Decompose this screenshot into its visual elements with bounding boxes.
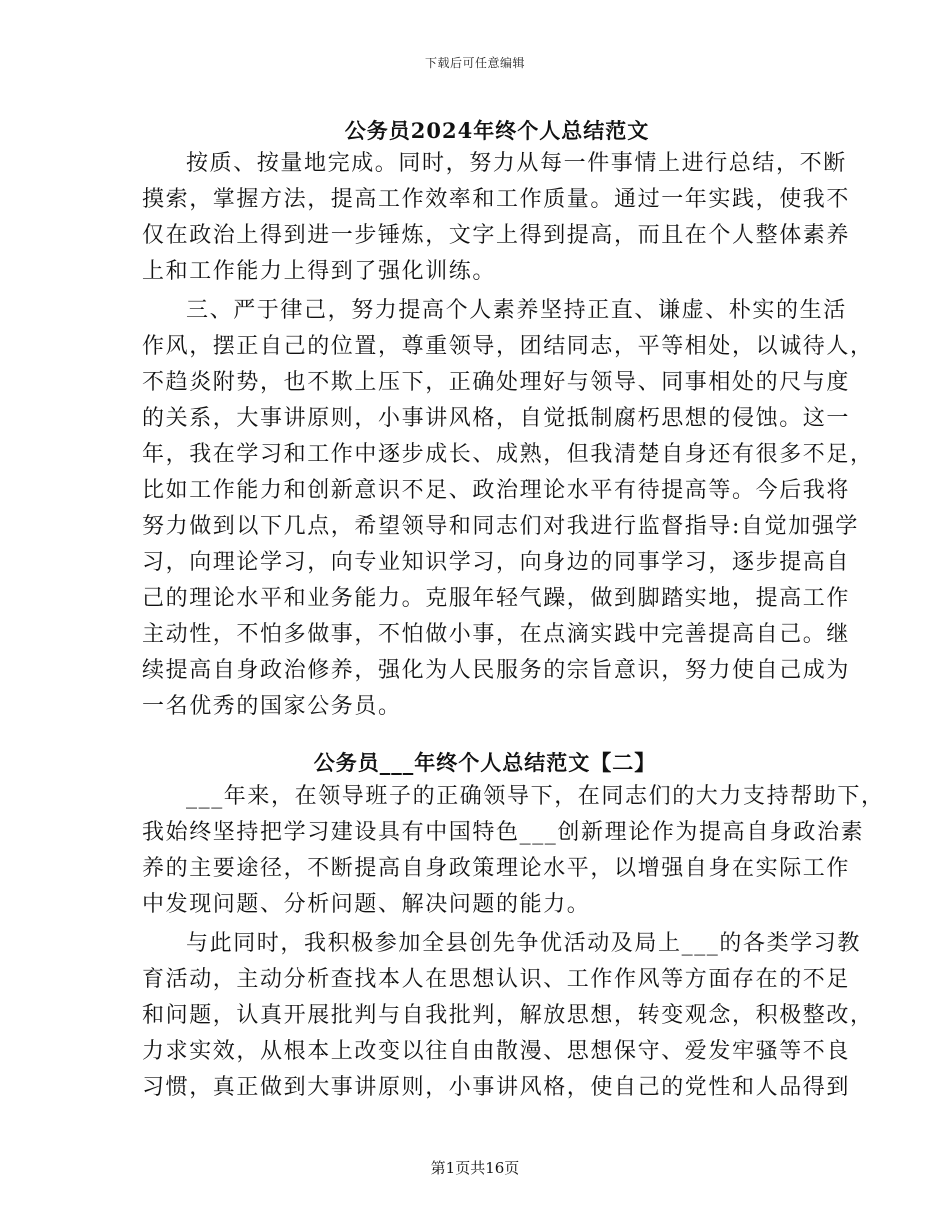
body-line: 上和工作能力上得到了强化训练。 — [142, 259, 497, 284]
body-line: 作风，摆正自己的位置，尊重领导，团结同志，平等相处，以诚待人， — [142, 334, 874, 359]
section-title: 公务员___年终个人总结范文【二】 — [313, 750, 657, 775]
body-line: 比如工作能力和创新意识不足、政治理论水平有待提高等。今后我将 — [142, 478, 851, 503]
body-line: 一名优秀的国家公务员。 — [142, 694, 402, 719]
document-title: 公务员2024年终个人总结范文 — [344, 118, 650, 143]
body-line: 的关系，大事讲原则，小事讲风格，自觉抵制腐朽思想的侵蚀。这一 — [142, 406, 851, 431]
body-line: 努力做到以下几点，希望领导和同志们对我进行监督指导:自觉加强学 — [142, 514, 860, 539]
body-line: 和问题，认真开展批判与自我批判，解放思想，转变观念，积极整改， — [142, 1003, 874, 1028]
body-line: 不趋炎附势，也不欺上压下，正确处理好与领导、同事相处的尺与度 — [142, 370, 851, 395]
body-line: 养的主要途径，不断提高自身政策理论水平，以增强自身在实际工作 — [142, 856, 851, 881]
body-line: 摸索，掌握方法，提高工作效率和工作质量。通过一年实践，使我不 — [142, 187, 851, 212]
page-number-footer: 第1页共16页 — [430, 1159, 520, 1177]
body-line: 仅在政治上得到进一步锤炼，文字上得到提高，而且在个人整体素养 — [142, 223, 851, 248]
body-line: 力求实效，从根本上改变以往自由散漫、思想保守、爱发牢骚等不良 — [142, 1039, 851, 1064]
body-line: 习，向理论学习，向专业知识学习，向身边的同事学习，逐步提高自 — [142, 550, 851, 575]
body-line: 习惯，真正做到大事讲原则，小事讲风格，使自己的党性和人品得到 — [142, 1075, 851, 1100]
body-line: 主动性，不怕多做事，不怕做小事，在点滴实践中完善提高自己。继 — [142, 622, 851, 647]
body-line: 我始终坚持把学习建设具有中国特色___创新理论作为提高自身政治素 — [142, 820, 865, 845]
body-line: 己的理论水平和业务能力。克服年轻气躁，做到脚踏实地，提高工作 — [142, 586, 851, 611]
body-line: 续提高自身政治修养，强化为人民服务的宗旨意识，努力使自己成为 — [142, 658, 851, 683]
body-line: 按质、按量地完成。同时，努力从每一件事情上进行总结，不断 — [186, 151, 847, 176]
body-line: 育活动，主动分析查找本人在思想认识、工作作风等方面存在的不足 — [142, 967, 851, 992]
page-header-note: 下载后可任意编辑 — [424, 56, 525, 70]
body-line: 三、严于律己，努力提高个人素养坚持正直、谦虚、朴实的生活 — [186, 298, 847, 323]
body-line: ___年来，在领导班子的正确领导下，在同志们的大力支持帮助下， — [186, 784, 885, 809]
body-line: 中发现问题、分析问题、解决问题的能力。 — [142, 892, 591, 917]
body-line: 与此同时，我积极参加全县创先争优活动及局上___的各类学习教 — [186, 931, 862, 956]
body-line: 年，我在学习和工作中逐步成长、成熟，但我清楚自身还有很多不足， — [142, 442, 874, 467]
